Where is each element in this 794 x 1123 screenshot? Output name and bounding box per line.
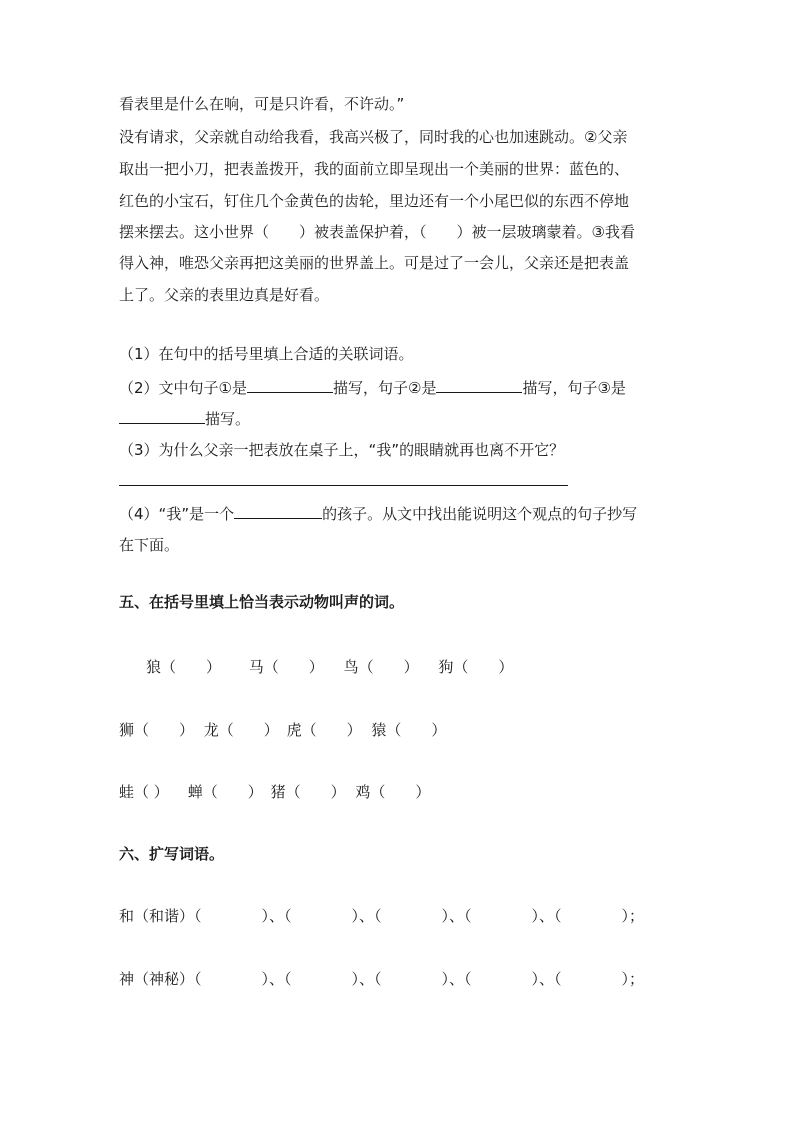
- question-2: [119, 377, 626, 398]
- animal-dog[interactable]: 狗（ ）: [438, 658, 514, 676]
- question-2-text-a: （2）文中句子①是: [119, 379, 247, 397]
- passage-line-6: 得入神，唯恐父亲再把这美丽的世界盖上。可是过了一会儿，父亲还是把表盖: [119, 254, 630, 272]
- animal-row-1: [146, 657, 528, 677]
- question-2-text-d: 描写。: [205, 410, 251, 428]
- expand-row-shen[interactable]: 神（神秘）（ ）、（ ）、（ ）、（ ）、（ ）；: [119, 970, 645, 988]
- passage-line-7: 上了。父亲的表里边真是好看。: [119, 286, 330, 304]
- answer-blank-2-3[interactable]: [119, 408, 205, 424]
- question-2-cont: [119, 408, 250, 429]
- question-3: （3）为什么父亲一把表放在桌子上，“我”的眼睛就再也离不开它？: [119, 441, 565, 459]
- question-4: [119, 503, 637, 524]
- expand-row-he[interactable]: 和（和谐）（ ）、（ ）、（ ）、（ ）、（ ）；: [119, 907, 645, 925]
- passage-line-4: 红色的小宝石，钉住几个金黄色的齿轮，里边还有一个小尾巴似的东西不停地: [119, 192, 630, 210]
- animal-cicada[interactable]: 蝉（ ）: [187, 783, 263, 801]
- question-4-cont: 在下面。: [119, 536, 180, 554]
- answer-blank-4[interactable]: [234, 503, 322, 519]
- section-6-heading: 六、扩写词语。: [119, 845, 225, 863]
- answer-blank-2-1[interactable]: [247, 377, 333, 393]
- animal-chicken[interactable]: 鸡（ ）: [355, 783, 431, 801]
- answer-line-3[interactable]: [119, 485, 568, 486]
- animal-frog[interactable]: 蛙（ ）: [119, 783, 169, 801]
- question-4-text-b: 的孩子。从文中找出能说明这个观点的句子抄写: [322, 505, 638, 523]
- question-2-text-b: 描写，句子②是: [333, 379, 437, 397]
- animal-pig[interactable]: 猪（ ）: [270, 783, 346, 801]
- question-4-text-a: （4）“我”是一个: [119, 505, 235, 523]
- answer-blank-2-2[interactable]: [436, 377, 522, 393]
- passage-line-2: 没有请求，父亲就自动给我看，我高兴极了，同时我的心也加速跳动。②父亲: [119, 128, 628, 146]
- passage-line-1: 看表里是什么在响，可是只许看，不许动。”: [119, 95, 405, 113]
- animal-ape[interactable]: 猿（ ）: [371, 721, 447, 739]
- animal-horse[interactable]: 马（ ）: [248, 658, 324, 676]
- animal-bird[interactable]: 鸟（ ）: [343, 658, 419, 676]
- section-5-heading: 五、在括号里填上恰当表示动物叫声的词。: [119, 593, 405, 611]
- animal-dragon[interactable]: 龙（ ）: [203, 721, 279, 739]
- animal-row-2: [119, 720, 451, 740]
- question-2-text-c: 描写，句子③是: [522, 379, 626, 397]
- animal-row-3: [119, 782, 435, 802]
- animal-tiger[interactable]: 虎（ ）: [286, 721, 362, 739]
- animal-lion[interactable]: 狮（ ）: [119, 721, 195, 739]
- animal-wolf[interactable]: 狼（ ）: [146, 658, 222, 676]
- passage-line-3: 取出一把小刀，把表盖拨开，我的面前立即呈现出一个美丽的世界：蓝色的、: [119, 160, 630, 178]
- question-1: （1）在句中的括号里填上合适的关联词语。: [119, 345, 414, 363]
- passage-line-5: 摆来摆去。这小世界（ ）被表盖保护着，（ ）被一层玻璃蒙着。③我看: [119, 223, 635, 241]
